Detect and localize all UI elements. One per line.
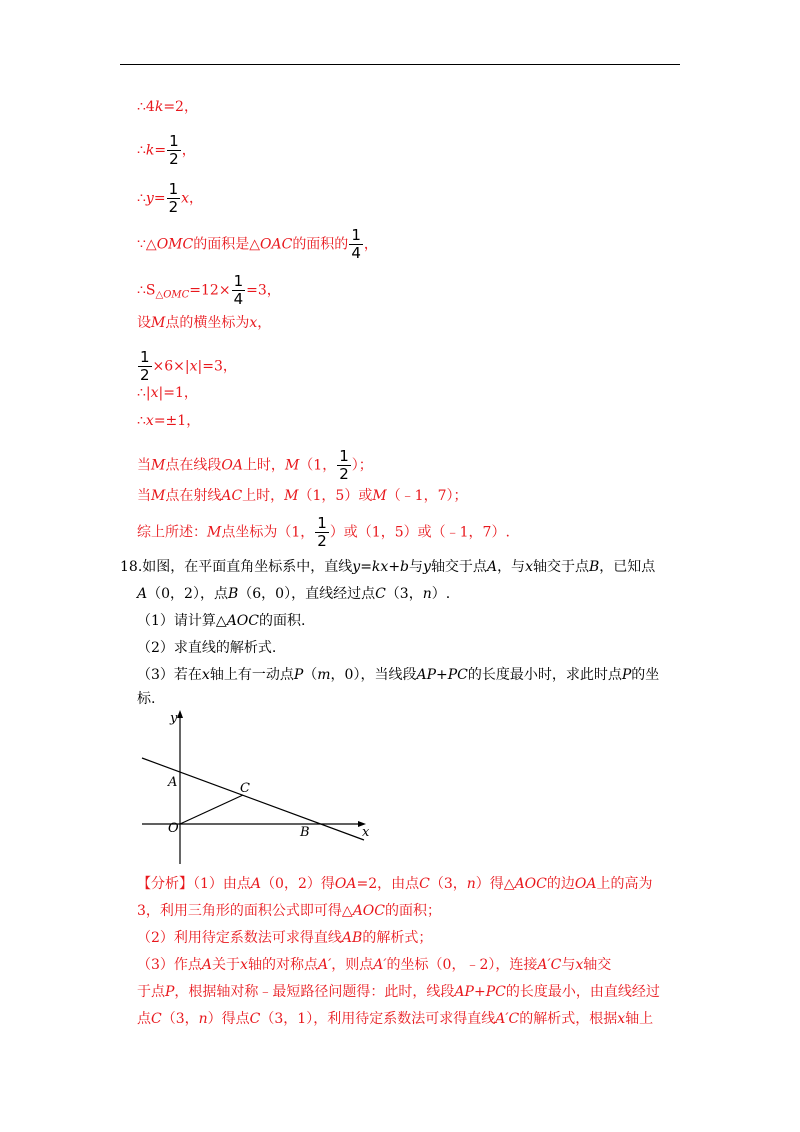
analysis-line-1: 【分析】（1）由点A（0，2）得OA=2，由点C（3，n）得△AOC的边OA上的高为 — [137, 876, 653, 892]
label-c: C — [240, 781, 250, 796]
problem-line-1: 18.如图，在平面直角坐标系中，直线y=kx+b与y轴交于点A，与x轴交于点B，已知点 — [120, 559, 656, 575]
segment-oc — [180, 795, 243, 824]
solution-line-4: ∵△OMC的面积是△OAC的面积的 $\frac{1}{4}$ ， — [137, 226, 378, 262]
label-x: x — [362, 825, 370, 840]
problem-question-1: （1）请计算△AOC的面积. — [137, 613, 306, 629]
fraction: $\frac{1}{2}$ — [317, 514, 327, 550]
y-axis-arrow — [177, 710, 183, 718]
fraction: $\frac{1}{2}$ — [339, 447, 349, 483]
coordinate-figure — [140, 708, 380, 868]
solution-line-8: ∴|x|=1， — [137, 385, 198, 401]
fraction: $\frac{1}{4}$ — [233, 272, 244, 308]
fraction: $\frac{1}{4}$ — [351, 226, 361, 262]
problem-question-3-cont: 标. — [137, 691, 156, 707]
solution-line-10: 当M点在线段OA上时，M（1， $\frac{1}{2}$ ）； — [137, 447, 373, 483]
analysis-line-3: （2）利用待定系数法可求得直线AB的解析式； — [137, 930, 433, 946]
label-o: O — [168, 821, 179, 836]
solution-line-5: $\therefore S_{\triangle OMC}=12\times$ $\frac{1}{4}$ =3， — [137, 272, 281, 308]
analysis-line-6: 点C（3，n）得点C（3，1），利用待定系数法可求得直线A′C的解析式，根据x轴上 — [137, 1011, 654, 1027]
solution-line-3: ∴y= $\frac{1}{2}$ x， — [137, 180, 204, 216]
header-rule — [120, 64, 680, 65]
problem-question-3: （3）若在x轴上有一动点P（m，0），当线段AP+PC的长度最小时，求此时点P的坐 — [137, 667, 660, 683]
solution-line-6: 设M点的横坐标为x， — [137, 315, 272, 331]
label-b: B — [300, 825, 310, 840]
solution-line-2: ∴k= $\frac{1}{2}$ ， — [137, 132, 196, 168]
solution-line-7: $\frac{1}{2}$ ×6×|x|=3， — [140, 348, 237, 384]
problem-line-2: A（0，2），点B（6，0），直线经过点C（3，n）. — [137, 586, 451, 602]
analysis-line-5: 于点P，根据轴对称﹣最短路径问题得：此时，线段AP+PC的长度最小，由直线经过 — [137, 984, 660, 1000]
label-y: y — [170, 711, 178, 726]
fraction: $\frac{1}{2}$ — [140, 348, 150, 384]
solution-line-1: ∴4k=2， — [137, 99, 198, 115]
fraction: $\frac{1}{2}$ — [169, 132, 179, 168]
solution-line-11: 当M点在射线AC上时，M（1，5）或M（﹣1，7）； — [137, 488, 468, 504]
solution-line-12: 综上所述：M点坐标为（1， $\frac{1}{2}$ ）或（1，5）或（﹣1，7）. — [137, 514, 510, 550]
analysis-line-4: （3）作点A关于x轴的对称点A′，则点A′的坐标（0，﹣2），连接A′C与x轴交 — [137, 957, 612, 973]
analysis-line-2: 3，利用三角形的面积公式即可得△AOC的面积； — [137, 903, 441, 919]
label-a: A — [168, 775, 178, 790]
solution-line-9: ∴x=±1， — [137, 413, 201, 429]
fraction: $\frac{1}{2}$ — [168, 180, 179, 216]
problem-question-2: （2）求直线的解析式. — [137, 640, 277, 656]
